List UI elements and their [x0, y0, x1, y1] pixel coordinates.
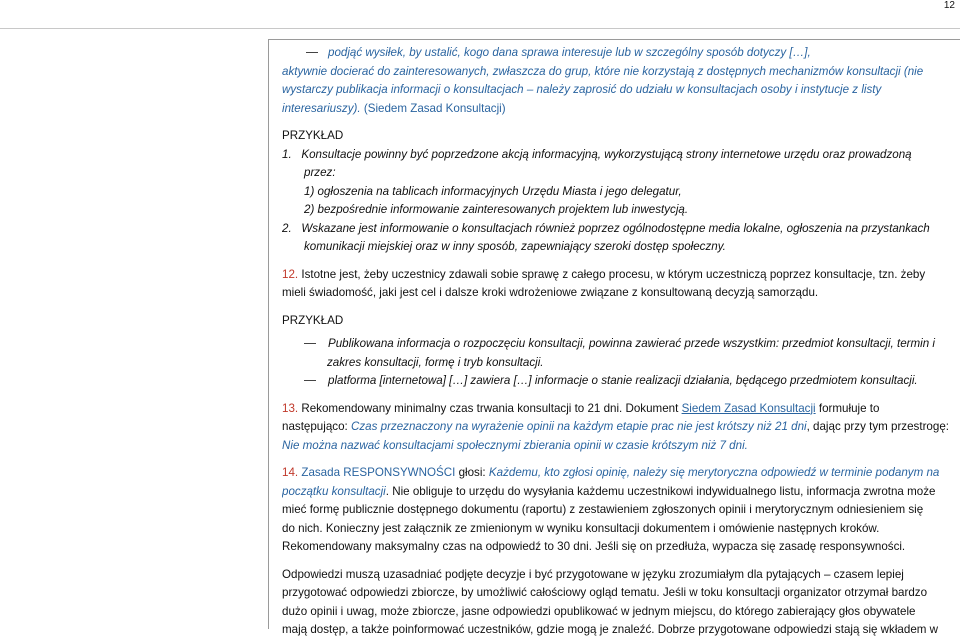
page-number: 12	[943, 0, 955, 11]
quote-line: podjąć wysiłek, by ustalić, kogo dana sprawa interesuje lub w szczególny sposób dotyczy […],	[282, 44, 954, 63]
section-line: początku konsultacji. Nie obliguje to urzędu do wysyłania każdemu uczestnikowi indywidualnego listu, informacja zwrotna może	[282, 484, 936, 498]
section-line: Rekomendowany maksymalny czas na odpowiedź to 30 dni. Jeśli się on przedłuża, wypacza się zasadę responsywności.	[282, 540, 906, 553]
section-number: 14.	[282, 466, 299, 479]
quote-line: wystarczy publikacja informacji o konsultacjach – należy zaprosić do udziału w konsultacjach osoby i instytucje z listy	[282, 83, 882, 96]
quote-line: aktywnie docierać do zainteresowanych, zwłaszcza do grup, które nie korzystają z dostępnych mechanizmów konsultacji (nie	[282, 64, 924, 78]
bullet-item: Publikowana informacja o rozpoczęciu konsultacji, powinna zawierać przede wszystkim: przedmiot konsultacji, termin i	[282, 335, 954, 354]
section-line: mieć formę publicznie dostępnego dokumentu (raportu) z zestawieniem zgłoszonych opinii i merytorycznym odniesieniem się	[282, 503, 924, 516]
content-frame-top	[268, 39, 960, 40]
numbered-section: 12. Istotne jest, żeby uczestnicy zdawali sobie sprawę z całego procesu, w którym uczestniczą poprzez konsultacje, tzn. żeby	[282, 267, 926, 281]
header-rule	[0, 28, 960, 29]
section-line: Nie można nazwać konsultacjami społecznymi zbierania opinii w czasie krótszym niż 7 dni.	[282, 438, 748, 452]
example-heading: PRZYKŁAD	[282, 313, 344, 327]
example-paragraph: 1. Konsultacje powinny być poprzedzone akcją informacyjną, wykorzystującą strony internetowe urzędu oraz prowadzoną	[282, 147, 912, 161]
numbered-section: 13. Rekomendowany minimalny czas trwania konsultacji to 21 dni. Dokument Siedem Zasad Konsultacji formułuje to	[282, 401, 880, 415]
section-line: mieli świadomość, jaki jest cel i dalsze kroki wdrożeniowe związane z konsultowaną decyzją samorządu.	[282, 286, 819, 299]
source-reference: (Siedem Zasad Konsultacji)	[363, 101, 506, 115]
paragraph-line: przygotować odpowiedzi zbiorcze, by umożliwić całościowy ogląd tematu. Jeśli w toku konsultacji organizator otrzymał bardzo	[282, 586, 928, 599]
content-frame-left	[268, 39, 269, 629]
numbered-section: 14. Zasada RESPONSYWNOŚCI głosi: Każdemu, kto zgłosi opinię, należy się merytoryczna odpowiedź w terminie podanym na	[282, 466, 940, 479]
example-paragraph-cont: komunikacji miejskiej oraz w inny sposób, zapewniający szeroki dostęp społeczny.	[304, 240, 726, 253]
document-body	[282, 44, 954, 640]
document-link[interactable]: Siedem Zasad Konsultacji	[681, 401, 816, 415]
section-line: następująco: Czas przeznaczony na wyrażenie opinii na każdym etapie prac nie jest krótszy niż 21 dni, dając przy tym przestrogę:	[282, 420, 949, 433]
paragraph-line: dużo opinii i uwag, może zbiorcze, jasne odpowiedzi opublikować w jednym miejscu, do którego zabierający głos obywatele	[282, 604, 916, 618]
example-heading: PRZYKŁAD	[282, 129, 344, 142]
example-list-item: 2) bezpośrednie informowanie zainteresowanych projektem lub inwestycją.	[304, 203, 689, 216]
dash-bullet-icon	[306, 52, 318, 53]
principle-title: Zasada RESPONSYWNOŚCI	[301, 466, 456, 479]
dash-bullet-icon	[304, 343, 316, 344]
quote-line: interesariuszy). (Siedem Zasad Konsultacji)	[282, 101, 506, 115]
bullet-item-cont: zakres konsultacji, formę i tryb konsultacji.	[327, 355, 544, 369]
dash-bullet-icon	[304, 380, 316, 381]
example-list-item: 1) ogłoszenia na tablicach informacyjnych Urzędu Miasta i jego delegatur,	[304, 184, 682, 198]
section-line: do nich. Konieczny jest załącznik ze zmienionym w wyniku konsultacji dokumentem i omówienie następnych kroków.	[282, 521, 880, 535]
bullet-item: platforma [internetowa] […] zawiera […] informacje o stanie realizacji działania, będącego przedmiotem konsultacji.	[282, 372, 954, 391]
section-number: 13.	[282, 401, 299, 415]
paragraph-line: mają dostęp, a także poinformować uczestników, gdzie mogą je znaleźć. Dobrze przygotowane odpowiedzi stają się wkładem w	[282, 623, 939, 636]
section-number: 12.	[282, 267, 299, 281]
example-paragraph: 2. Wskazane jest informowanie o konsultacjach również poprzez ogólnodostępne media lokalne, ogłoszenia na przystankach	[282, 221, 930, 235]
paragraph-line: Odpowiedzi muszą uzasadniać podjęte decyzje i być przygotowane w języku zrozumiałym dla pytających – czasem lepiej	[282, 567, 904, 581]
example-paragraph-cont: przez:	[304, 166, 336, 179]
